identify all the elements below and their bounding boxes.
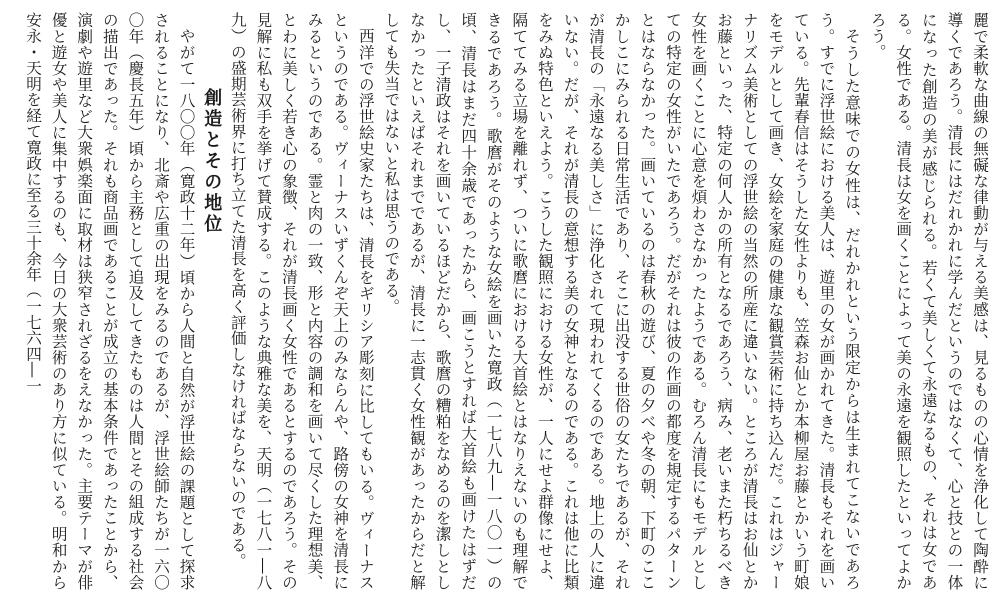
paragraph-4: やがて一八〇〇年（寛政十二年）頃から人間と自然が浮世絵の課題として探求されることになり、北斎や広重の出現をみるのであるが、浮世絵師たちが一六〇〇年（慶長五年）頃から主務として追及してきたものは人間とその組成する社会の描出であった。それも商品画であることが成立の基本条件であったことから、演劇や遊里など大衆娯楽面に取材は狭窄されざるをえなかった。主要テーマが俳優と遊女や美人に集中するのも、今日の大衆芸術のあり方に似ている。明和から安永・天明を経て寛政に至る三十余年（一七六四―一 — [24, 12, 196, 590]
paragraph-3: 西洋での浮世絵史家たちは、清長をギリシア彫刻に比してもいる。ヴィーナスというのである。ヴィーナスいずくんぞ天上のみならんや、路傍の女神を清長にみるというのである。霊と肉の一致、形と内容の調和を画いて尽くした理想美、とわに美しく若き心の象徴、それが清長画く女性であるとするのであろう。その見解に私も双手を挙げて賛成する。このような典雅な美を、天明（一七八一―八九）の盛期芸術界に打ち立てた清長を高く評価しなければならないのである。 — [228, 12, 375, 590]
paragraph-2: そうした意味での女性は、だれかれという限定からは生まれてこないであろう。すでに浮世絵における美人は、遊里の女が画かれてきた。清長もそれを画いている。先輩春信はそうした女性よりも、笠森お仙とか本柳屋お藤とかいう町娘をモデルとして画き、女絵を家庭の健康な観賞芸術に持ち込んだ。これはジャーナリズム美術としての浮世絵の当然の所産に違いない。ところが清長はお仙とかお藤といった、特定の何人かの所有となるであろう、病み、老いまた朽ちるべき女性を画くことに心意を煩わさなかったようである。むろん清長にもモデルとしての特定の女性がいたであろう。だがそれは彼の作画の都度を規定するパターンとはならなかった。画いているのは春秋の遊び、夏の夕べや冬の朝、下町のここかしこにみられる日常生活であり、そこに出没する世俗の女たちであるが、それが清長の「永遠なる美しさ」に浄化されて現われてくるのである。地上の人に違いない。だが、それが清長の意想する美の女神となるのである。これは他に比類をみぬ特色といえよう。こうした観照における女性が、一人にせよ群像にせよ、隔ててみる立場を離れず、ついに歌麿における大首絵とはなりえないのも理解できるであろう。歌麿がそのような女絵を画いた寛政（一七八九―一八〇一）の頃、清長はまだ四十余歳であったから、画こうとすれば大首絵も画けたはずだし、一子清政はそれを画いているほどだから、歌麿の糟粕をなめるのを潔しとしなかったといえばそれまでであるが、清長に一志貫く女性観があったからだと解しても失当ではないと私は思うのである。 — [382, 12, 862, 590]
section-heading: 創造とその地位 — [201, 87, 223, 235]
paragraph-1: 麗で柔軟な曲線の無礙な律動が与える美感は、見るものの心情を浄化して陶酔に導くであろう。清長にはだれかれに学んだというのではなくて、心と技との一体になった創造の美が感じられる。若くて美しくて永遠なるもの、それは女である。女性である。清長は女を画くことによって美の永遠を観照したといってよかろう。 — [868, 12, 989, 590]
vertical-text-body — [8, 12, 992, 590]
